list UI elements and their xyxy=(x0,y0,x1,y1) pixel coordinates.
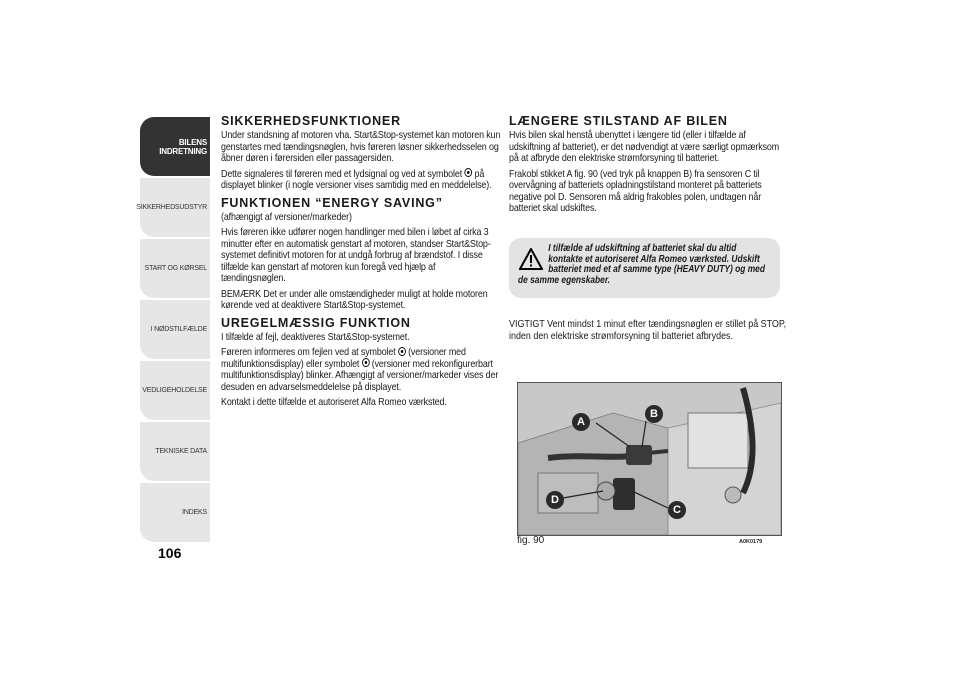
warning-line: kontakte et autoriseret Alfa Romeo værksted. Udskift xyxy=(548,253,760,265)
figure-code: A0K0179 xyxy=(739,539,763,545)
text-run: Dette signaleres til føreren med et lydsignal og ved at symbolet xyxy=(221,168,463,180)
tab-label: INDEKS xyxy=(182,509,207,516)
tab-bilens-indretning[interactable] xyxy=(140,117,210,176)
left-column xyxy=(221,114,501,413)
warning-box xyxy=(509,238,780,298)
text-run: (versioner med multifunktionsdisplay) eller symbolet xyxy=(221,347,466,370)
paragraph: Kontakt i dette tilfælde et autoriseret Alfa Romeo værksted. xyxy=(221,397,447,408)
tab-label: TEKNISKE DATA xyxy=(155,448,207,455)
heading-laengere-stilstand: LÆNGERE STILSTAND AF BILEN xyxy=(509,114,728,128)
tab-label: INDRETNING xyxy=(159,146,207,156)
text-run: på displayet blinker (i nogle versioner vises samtidig med en meddelelse). xyxy=(221,168,492,191)
paragraph: BEMÆRK Det er under alle omstændigheder muligt at holde motoren kørende ved at deaktivere Start&Stop-systemet. xyxy=(221,288,488,311)
start-stop-fault-icon xyxy=(398,347,406,356)
warning-line: batteriet med et af samme type (HEAVY DUTY) og med xyxy=(548,264,765,276)
callout-a: A xyxy=(572,413,590,431)
callout-b: B xyxy=(645,405,663,423)
tab-vedligeholdelse[interactable] xyxy=(140,361,210,420)
heading-sikkerhedsfunktioner: SIKKERHEDSFUNKTIONER xyxy=(221,114,401,128)
text-run: (versioner med rekonfigurerbart multifunktionsdisplay) blinker. Afhængigt af versioner/markeder vises der desuden en advarselsmeddelelse på displayet. xyxy=(221,358,499,393)
heading-uregelmaessig-funktion: UREGELMÆSSIG FUNKTION xyxy=(221,315,411,330)
tab-label: START OG KØRSEL xyxy=(144,265,207,272)
tab-label: BILENS xyxy=(178,137,207,147)
paragraph xyxy=(221,169,501,192)
tab-sikkerhedsudstyr[interactable] xyxy=(136,178,210,237)
figure-caption: fig. 90 xyxy=(517,535,545,546)
tab-i-nodstilfaelde[interactable] xyxy=(140,300,210,359)
right-column xyxy=(509,114,789,219)
warning-line: I tilfælde af udskiftning af batteriet skal du altid xyxy=(548,243,737,254)
paragraph: (afhængigt af versioner/markeder) xyxy=(221,211,352,223)
start-stop-fault-icon xyxy=(362,358,370,367)
battery-figure xyxy=(517,382,782,536)
tab-label: I NØDSTILFÆLDE xyxy=(150,326,207,333)
text-run: Føreren informeres om fejlen ved at symbolet xyxy=(221,347,396,358)
chapter-tabs xyxy=(136,117,210,544)
paragraph: Hvis bilen skal henstå ubenyttet i længere tid (eller i tilfælde af udskiftning af batteriet), er det nødvendigt at være særligt opmærksom på at afbryde den elektriske strømforsyning til batteriet. xyxy=(509,130,780,164)
warning-text xyxy=(518,244,770,286)
paragraph: Under standsning af motoren vha. Start&Stop-systemet kan motoren kun genstartes med tændingsnøglen, hvis føreren løsner sikkerhedsselen og åbner døren i førersiden eller passagersiden. xyxy=(221,130,501,164)
start-stop-icon xyxy=(464,168,472,177)
tab-start-og-korsel[interactable] xyxy=(140,239,210,298)
paragraph: Hvis føreren ikke udfører nogen handlinger med bilen i løbet af cirka 3 minutter efter en automatisk genstart af motoren, standser Start&Stop-systemet definitivt motoren for at undgå forbrug af brændstof. I disse tilfælde kan genstart af motoren kun foregå ved hjælp af tændingsnøglen. xyxy=(221,227,491,284)
warning-line: de samme egenskaber. xyxy=(518,274,610,286)
callout-d: D xyxy=(546,491,564,509)
paragraph: I tilfælde af fejl, deaktiveres Start&Stop-systemet. xyxy=(221,331,410,343)
tab-tekniske-data[interactable] xyxy=(140,422,210,481)
page-number: 106 xyxy=(158,545,182,561)
tab-indeks[interactable] xyxy=(140,483,210,542)
tab-label: SIKKERHEDSUDSTYR xyxy=(136,204,207,211)
callout-c: C xyxy=(668,501,686,519)
tab-label: VEDLIGEHOLDELSE xyxy=(142,387,207,394)
paragraph xyxy=(221,347,501,393)
important-note: VIGTIGT Vent mindst 1 minut efter tændingsnøglen er stillet på STOP, inden den elektriske strømforsyning til batteriet afbrydes. xyxy=(509,319,787,342)
paragraph: Frakobl stikket A fig. 90 (ved tryk på knappen B) fra sensoren C til overvågning af batteriets opladningstilstand monteret på batteriets negative pol D. Sensoren må aldrig frakobles polen, undtagen når batteriet skal udskiftes. xyxy=(509,168,762,214)
heading-energy-saving: FUNKTIONEN “ENERGY SAVING” xyxy=(221,195,443,210)
